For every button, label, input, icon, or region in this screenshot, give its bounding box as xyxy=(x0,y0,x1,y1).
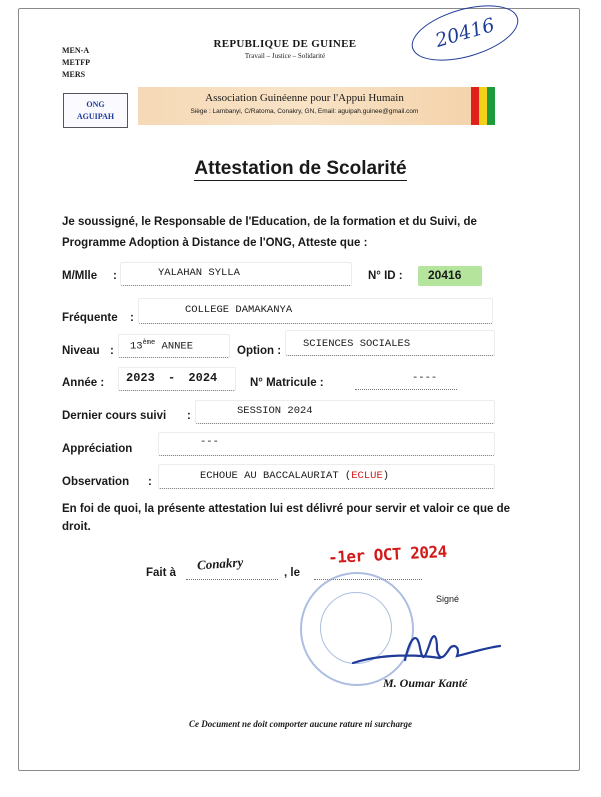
intro-text: Je soussigné, le Responsable de l'Education, de la formation et du Suivi, de Programme Adoption à Distance de l'ONG, Atteste que : xyxy=(62,216,477,249)
document-title-wrap xyxy=(0,158,601,180)
matricule-value: ---- xyxy=(412,372,438,384)
guinea-flag xyxy=(471,87,495,125)
place-value: Conakry xyxy=(196,554,244,573)
ministries-list xyxy=(62,45,90,81)
signature-scribble xyxy=(345,618,505,673)
document-number: 20416 xyxy=(406,0,525,71)
last-course-value: SESSION 2024 xyxy=(237,405,313,417)
fait-label: Fait à xyxy=(146,567,177,579)
id-value: 20416 xyxy=(428,268,462,282)
appreciation-value: --- xyxy=(200,436,219,448)
school-value: COLLEGE DAMAKANYA xyxy=(185,304,293,316)
matricule-dots xyxy=(355,389,457,390)
level-value xyxy=(130,339,193,353)
association-address: Siège : Lambanyi, C/Ratoma, Conakry, GN, Email: aguipah.guinee@gmail.com xyxy=(190,108,419,115)
association-name: Association Guinéenne pour l'Appui Humain xyxy=(205,92,404,104)
last-course-colon: : xyxy=(187,410,191,422)
ong-logo-line1: ONG xyxy=(86,100,105,109)
date-stamp: -1er OCT 2024 xyxy=(327,541,448,568)
name-label: M/Mlle xyxy=(62,270,98,282)
name-colon: : xyxy=(113,270,117,282)
republic-name: REPUBLIQUE DE GUINEE xyxy=(213,38,357,50)
signe-label: Signé xyxy=(436,594,460,604)
level-superscript: ème xyxy=(142,339,156,347)
closing-text: En foi de quoi, la présente attestation lui est délivré pour servir et valoir ce que de droit. xyxy=(62,503,510,533)
republic-header xyxy=(150,38,420,60)
observation-prefix: ECHOUE AU BACCALAURIAT ( xyxy=(200,470,352,482)
flag-stripe-green xyxy=(487,87,495,125)
level-colon: : xyxy=(110,345,114,357)
ministry-2: METFP xyxy=(62,58,90,67)
document-title: Attestation de Scolarité xyxy=(194,158,407,179)
association-banner xyxy=(138,87,471,125)
signatory-name: M. Oumar Kanté xyxy=(383,676,468,690)
year-label: Année : xyxy=(62,377,105,389)
flag-stripe-yellow xyxy=(479,87,487,125)
last-course-label: Dernier cours suivi xyxy=(62,410,167,422)
observation-suffix: ) xyxy=(382,470,390,482)
option-value: SCIENCES SOCIALES xyxy=(303,338,411,350)
school-colon: : xyxy=(130,312,134,324)
footer-note: Ce Document ne doit comporter aucune rature ni surcharge xyxy=(188,719,413,729)
level-rest: ANNEE xyxy=(155,340,194,353)
ong-logo xyxy=(63,93,128,128)
year-end: 2024 xyxy=(188,371,218,385)
ong-logo-line2: AGUIPAH xyxy=(76,112,115,121)
observation-value xyxy=(200,470,389,482)
observation-highlight: ECLUE xyxy=(351,470,383,482)
level-number: 13 xyxy=(130,340,143,353)
date-label: , le xyxy=(284,567,300,579)
matricule-label: N° Matricule : xyxy=(250,377,324,389)
ministry-1: MEN-A xyxy=(62,46,90,55)
observation-label: Observation xyxy=(62,476,130,488)
ministry-3: MERS xyxy=(62,70,86,79)
appreciation-label: Appréciation xyxy=(62,443,133,455)
id-label: N° ID : xyxy=(368,270,403,282)
year-start: 2023 xyxy=(126,371,155,385)
year-separator: - xyxy=(168,371,176,385)
level-label: Niveau xyxy=(62,345,100,357)
option-label: Option : xyxy=(237,345,282,357)
place-dots xyxy=(186,579,278,580)
name-value: YALAHAN SYLLA xyxy=(158,267,240,279)
republic-motto: Travail – Justice – Solidarité xyxy=(244,52,326,60)
year-value xyxy=(126,371,217,385)
school-label: Fréquente xyxy=(62,312,118,324)
flag-stripe-red xyxy=(471,87,479,125)
observation-colon: : xyxy=(148,476,152,488)
